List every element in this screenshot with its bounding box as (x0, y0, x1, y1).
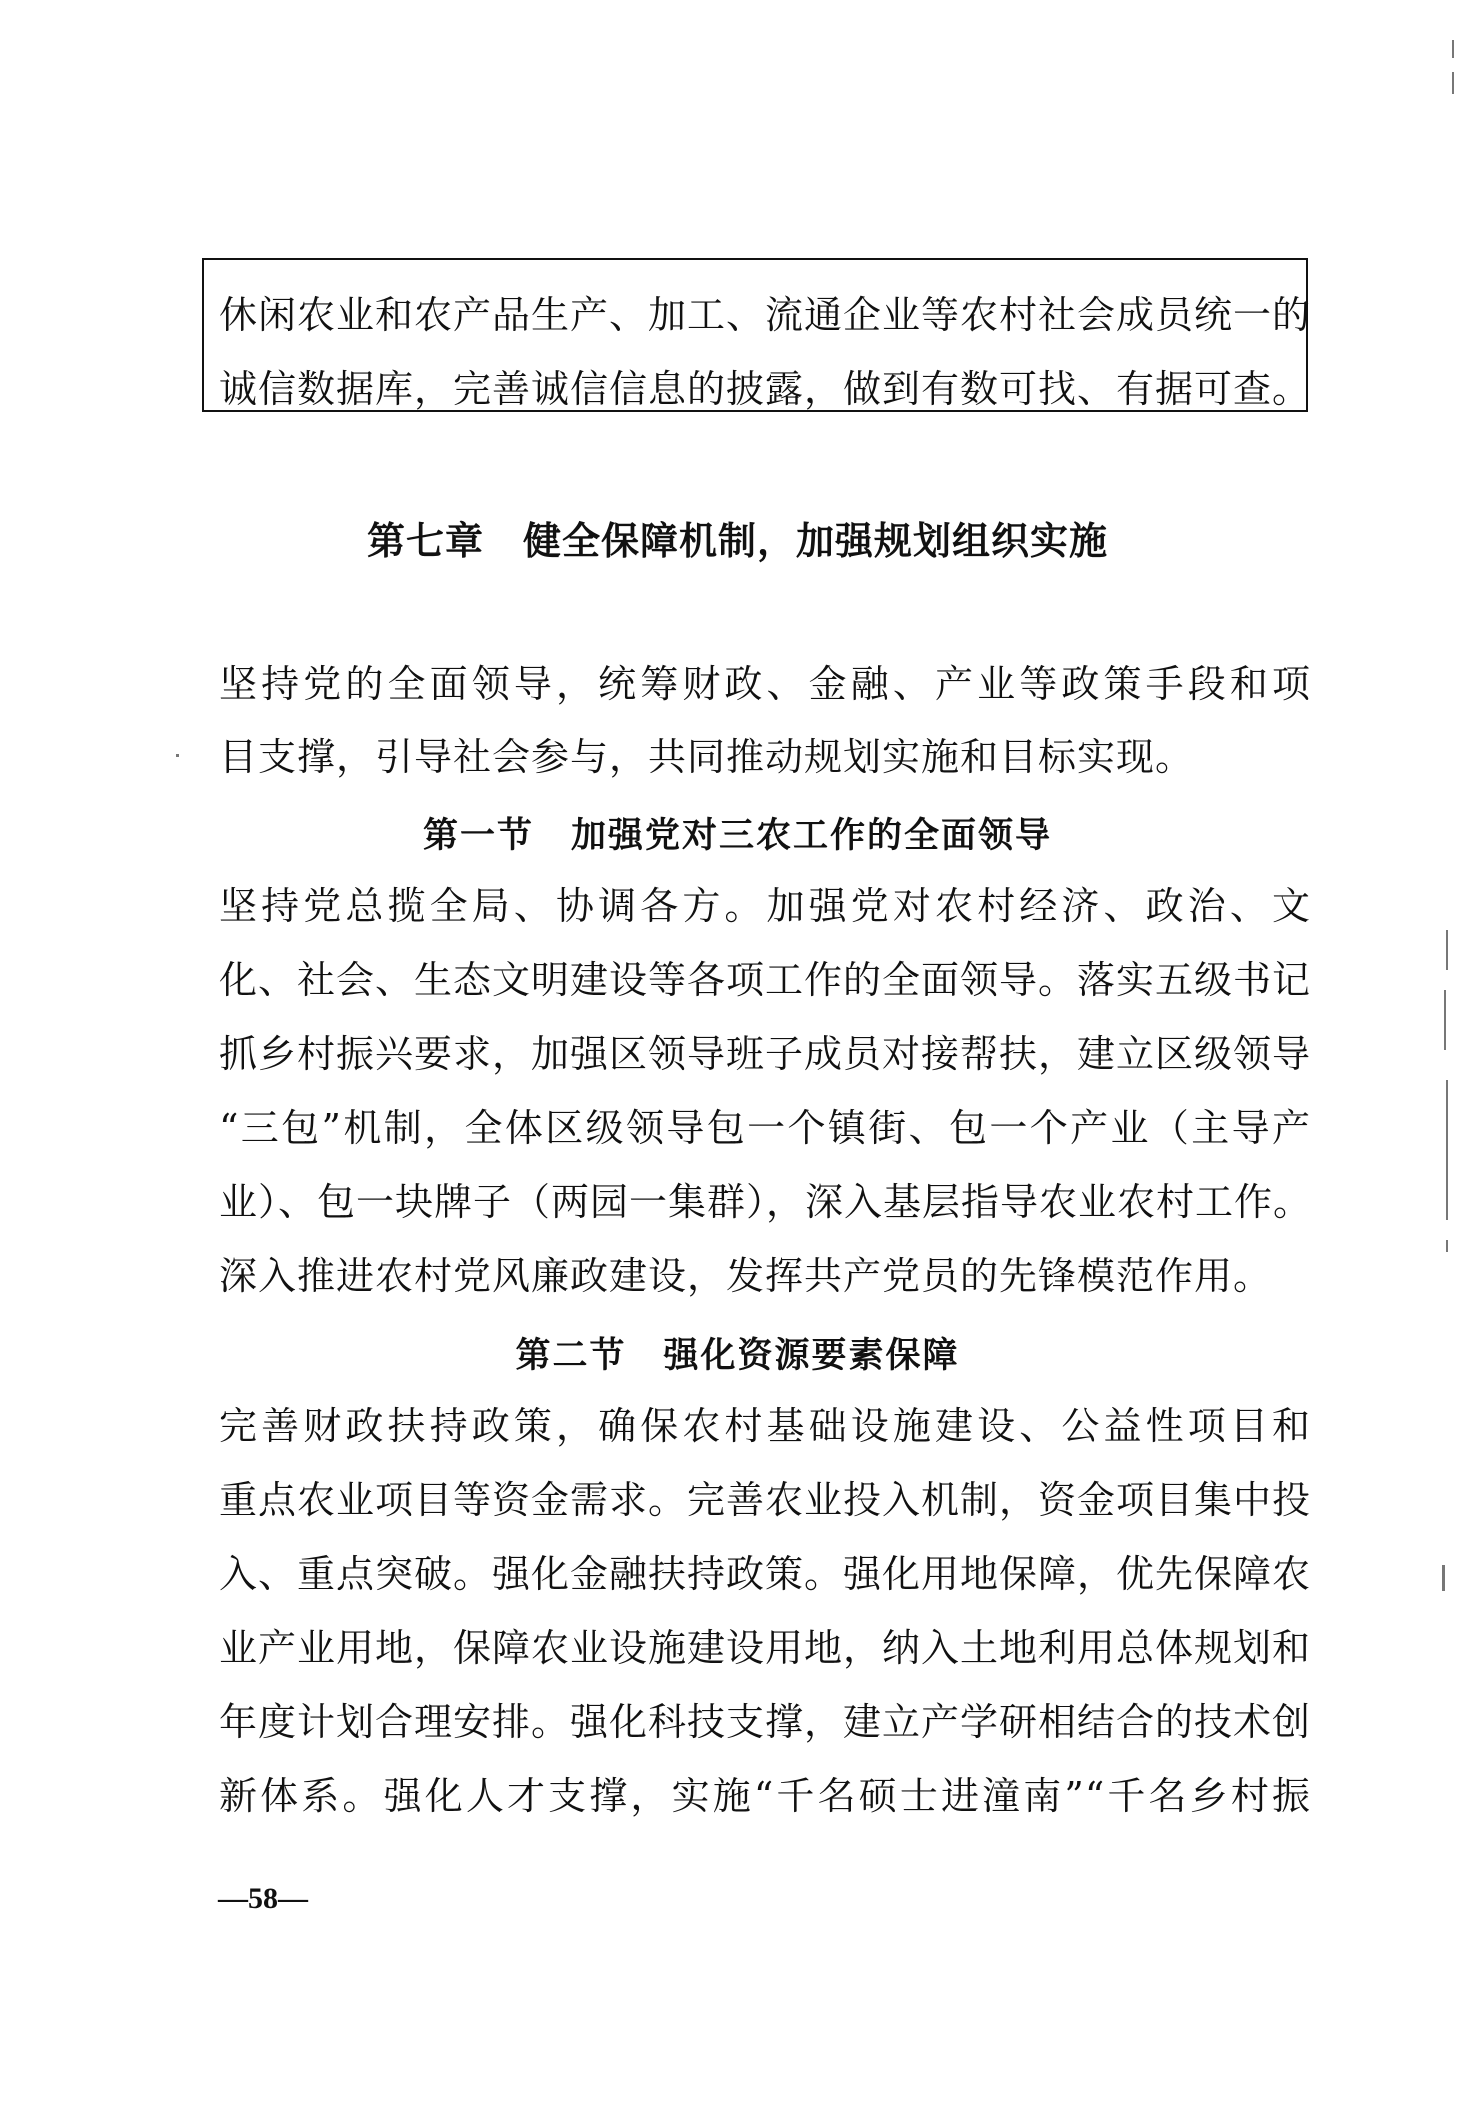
scan-mark (1452, 40, 1454, 58)
box-line-2: 诚信数据库，完善诚信信息的披露，做到有数可找、有据可查。 (219, 367, 1312, 411)
scan-mark (1446, 1080, 1448, 1220)
chapter-title: 第七章 健全保障机制，加强规划组织实施 (366, 519, 1108, 563)
box-line-1: 休闲农业和农产品生产、加工、流通企业等农村社会成员统一的 (219, 293, 1312, 337)
scan-mark (1444, 990, 1446, 1050)
scan-mark (1446, 930, 1448, 970)
page-number: —58— (218, 1882, 308, 1915)
scan-mark (1446, 1240, 1448, 1252)
scan-mark (1442, 1565, 1445, 1591)
scan-mark (1452, 72, 1454, 94)
intro-line-1: 坚持党的全面领导，统筹财政、金融、产业等政策手段和项 (219, 662, 1311, 706)
section-1-line-6: 深入推进农村党风廉政建设，发挥共产党员的先锋模范作用。 (219, 1254, 1273, 1298)
section-2-line-2: 重点农业项目等资金需求。完善农业投入机制，资金项目集中投 (219, 1478, 1312, 1522)
section-1-line-3: 抓乡村振兴要求，加强区领导班子成员对接帮扶，建立区级领导 (219, 1032, 1312, 1076)
section-1-title: 第一节 加强党对三农工作的全面领导 (422, 816, 1052, 856)
section-2-line-6: 新体系。强化人才支撑，实施“千名硕士进潼南”“千名乡村振 (219, 1774, 1311, 1818)
section-2-line-1: 完善财政扶持政策，确保农村基础设施建设、公益性项目和 (219, 1404, 1311, 1448)
section-2-line-5: 年度计划合理安排。强化科技支撑，建立产学研相结合的技术创 (219, 1700, 1312, 1744)
section-2-line-3: 入、重点突破。强化金融扶持政策。强化用地保障，优先保障农 (219, 1552, 1312, 1596)
section-2-line-4: 业产业用地，保障农业设施建设用地，纳入土地利用总体规划和 (219, 1626, 1312, 1670)
section-1-line-1: 坚持党总揽全局、协调各方。加强党对农村经济、政治、文 (219, 884, 1311, 928)
section-1-line-2: 化、社会、生态文明建设等各项工作的全面领导。落实五级书记 (219, 958, 1312, 1002)
section-1-line-4: “三包”机制，全体区级领导包一个镇街、包一个产业（主导产 (219, 1106, 1311, 1150)
section-2-title: 第二节 强化资源要素保障 (515, 1336, 960, 1376)
section-1-line-5: 业）、包一块牌子（两园一集群），深入基层指导农业农村工作。 (219, 1180, 1313, 1224)
intro-line-2: 目支撑，引导社会参与，共同推动规划实施和目标实现。 (219, 735, 1195, 779)
scan-mark (176, 754, 179, 757)
